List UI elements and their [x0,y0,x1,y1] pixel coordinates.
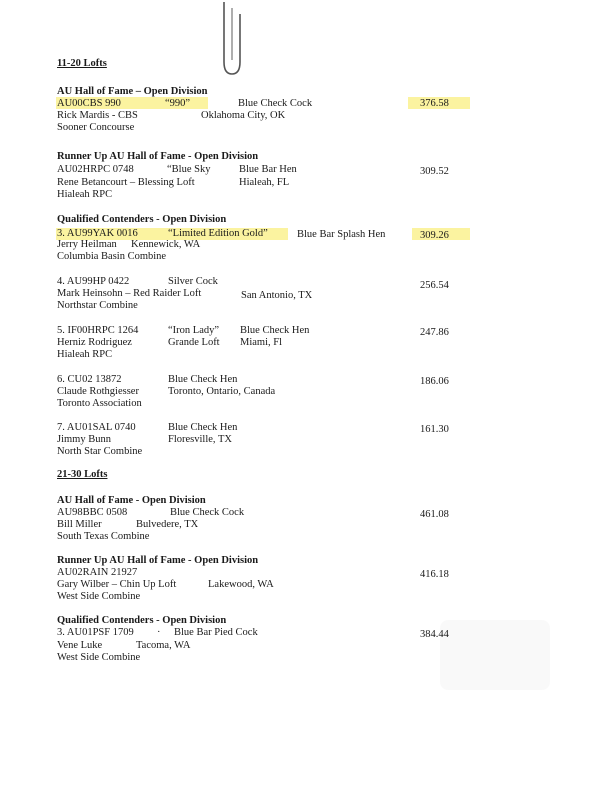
group-title: AU Hall of Fame - Open Division [57,495,206,506]
loft-name: Grande Loft [168,337,220,348]
owner: Rick Mardis - CBS [57,110,138,121]
bird-color: Blue Bar Pied Cock [174,627,258,638]
score: 416.18 [420,569,449,580]
band-number: AU02RAIN 21927 [57,567,138,578]
club: Sooner Concourse [57,122,135,133]
location: Bulvedere, TX [136,519,199,530]
faint-stamp [440,620,550,690]
location: Tacoma, WA [136,640,191,651]
band-number: AU02HRPC 0748 [57,164,134,175]
section-heading: 11-20 Lofts [57,58,107,69]
band-number: 3. AU01PSF 1709 [57,627,134,638]
owner: Jimmy Bunn [57,434,111,445]
owner: Bill Miller [57,519,102,530]
band-number: 6. CU02 13872 [57,374,122,385]
club: Columbia Basin Combine [57,251,167,262]
club: West Side Combine [57,591,141,602]
group-title: AU Hall of Fame – Open Division [57,86,208,97]
owner: Claude Rothgiesser [57,386,139,397]
bird-name: “Limited Edition Gold” [168,228,268,239]
bird-color: Blue Check Hen [240,325,310,336]
band-number: AU00CBS 990 [57,98,121,109]
owner: Mark Heinsohn – Red Raider Loft [57,288,202,299]
band-number: 4. AU99HP 0422 [57,276,130,287]
score: 376.58 [420,98,449,109]
band-number: 5. IF00HRPC 1264 [57,325,139,336]
score: 161.30 [420,424,449,435]
band-number: 3. AU99YAK 0016 [57,228,138,239]
owner: Jerry Heilman [57,239,117,250]
club: North Star Combine [57,446,143,457]
bird-color: Blue Check Cock [238,98,313,109]
paperclip-icon [212,0,248,78]
location: Miami, Fl [240,337,283,348]
owner: Rene Betancourt – Blessing Loft [57,177,195,188]
score: 384.44 [420,629,449,640]
location: Toronto, Ontario, Canada [168,386,276,397]
bird-name: “Blue Sky [167,164,211,175]
bird-color: Blue Check Cock [170,507,245,518]
club: Toronto Association [57,398,142,409]
bird-color: Blue Bar Splash Hen [297,229,386,240]
score: 256.54 [420,280,449,291]
club: West Side Combine [57,652,141,663]
location: San Antonio, TX [241,290,313,301]
owner: Vene Luke [57,640,103,651]
score: 461.08 [420,509,449,520]
owner: Gary Wilber – Chin Up Loft [57,579,177,590]
bird-name: “Iron Lady” [168,325,220,336]
bird-color: Blue Check Hen [168,422,238,433]
score: 309.52 [420,166,449,177]
group-title: Qualified Contenders - Open Division [57,615,227,626]
location: Kennewick, WA [131,239,201,250]
club: Hialeah RPC [57,189,113,200]
location: Hialeah, FL [239,177,290,188]
club: South Texas Combine [57,531,150,542]
location: Oklahoma City, OK [201,110,286,121]
bird-color: Silver Cock [168,276,218,287]
score: 247.86 [420,327,449,338]
owner: Herniz Rodriguez [57,337,132,348]
group-title: Runner Up AU Hall of Fame - Open Division [57,555,259,566]
bird-color: Blue Bar Hen [239,164,297,175]
group-title: Qualified Contenders - Open Division [57,214,227,225]
separator-dot: · [157,627,161,638]
location: Lakewood, WA [208,579,274,590]
bird-color: Blue Check Hen [168,374,238,385]
location: Floresville, TX [168,434,232,445]
score: 186.06 [420,376,449,387]
group-title: Runner Up AU Hall of Fame - Open Division [57,151,259,162]
section-heading: 21-30 Lofts [57,469,108,480]
band-number: AU98BBC 0508 [57,507,128,518]
band-number: 7. AU01SAL 0740 [57,422,136,433]
score: 309.26 [420,230,449,241]
bird-name: “990” [165,98,191,109]
club: Northstar Combine [57,300,138,311]
club: Hialeah RPC [57,349,113,360]
